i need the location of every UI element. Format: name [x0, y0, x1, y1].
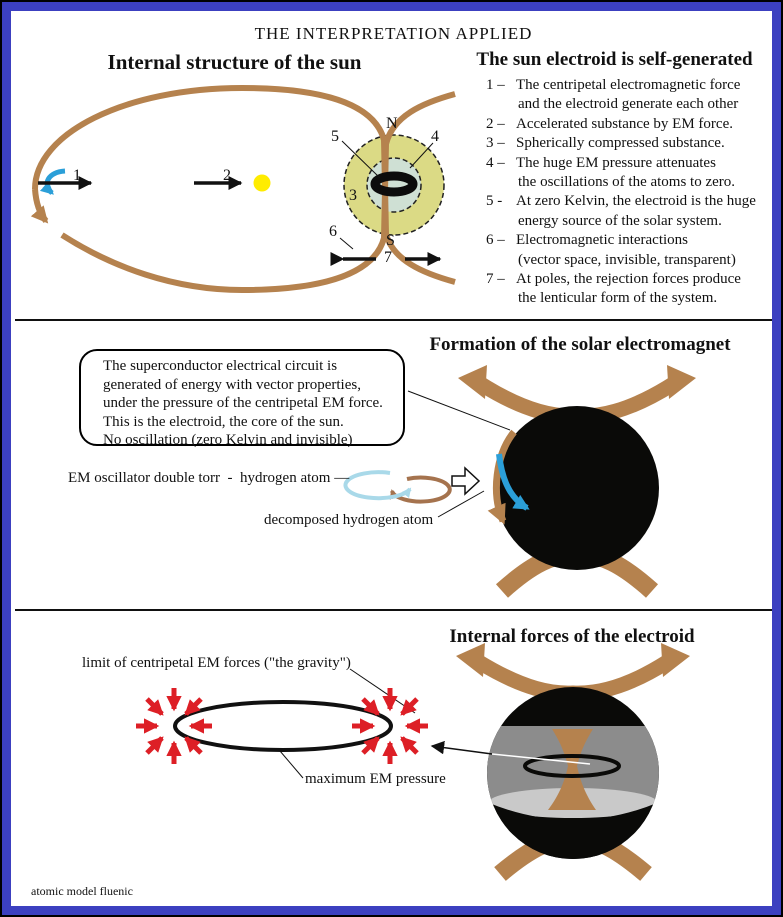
label-oscillator: EM oscillator double torr - hydrogen atom —: [68, 470, 350, 486]
list-item: [486, 76, 782, 115]
label-decomposed: decomposed hydrogen atom: [264, 512, 434, 528]
callout-line: under the pressure of the centripetal EM force.: [103, 395, 383, 412]
pressure-pointer: [280, 751, 303, 778]
list-text: At zero Kelvin, the electroid is the huge energy source of the solar system.: [516, 193, 756, 229]
label-max-pressure: maximum EM pressure: [305, 771, 446, 787]
list-text: The centripetal electromagnetic force and the electroid generate each other: [516, 77, 741, 113]
list-marker: 5 -: [486, 193, 503, 210]
list-text: Spherically compressed substance.: [516, 135, 725, 152]
electroid-cutaway-sphere: [482, 682, 664, 864]
electroid-callout-box: [79, 349, 405, 449]
list-marker: 4 –: [486, 154, 505, 171]
label-north-pole: N: [386, 115, 398, 132]
ring-link-arrow: [432, 746, 492, 754]
list-marker: 3 –: [486, 135, 505, 152]
list-item: [486, 270, 782, 309]
label-limit-forces: limit of centripetal EM forces ("the gravity"): [82, 655, 351, 671]
internal-forces-diagram: [136, 643, 690, 874]
pointer-6: [340, 238, 353, 249]
list-item: [486, 192, 782, 231]
heading-formation: Formation of the solar electromagnet: [429, 334, 731, 355]
callout-line: The superconductor electrical circuit is: [103, 358, 338, 374]
page-title: THE INTERPRETATION APPLIED: [254, 24, 533, 43]
list-marker: 6 –: [486, 232, 505, 249]
label-arrow-2: 2: [223, 167, 231, 184]
heading-self-generated: The sun electroid is self-generated: [476, 49, 753, 70]
transform-arrow-icon: [452, 468, 479, 494]
list-text: Accelerated substance by EM force.: [516, 115, 733, 132]
list-marker: 1 –: [486, 77, 505, 93]
electroid-legend-list: [486, 76, 782, 309]
list-item: [486, 115, 782, 134]
label-4: 4: [431, 128, 439, 145]
label-arrow-1: 1: [73, 167, 81, 184]
callout-line: generated of energy with vector properties,: [103, 376, 361, 393]
label-3: 3: [349, 187, 357, 204]
callout-line: No oscillation (zero Kelvin and invisible): [103, 432, 353, 449]
list-text: At poles, the rejection forces produce the lenticular form of the system.: [516, 271, 741, 307]
electroid-sphere: [495, 406, 659, 570]
label-7: 7: [384, 249, 392, 266]
swoosh-arrowhead-right: [667, 365, 696, 399]
list-item: [486, 231, 782, 270]
limit-pointer: [350, 669, 415, 713]
double-torus-icon: [345, 472, 449, 501]
swoosh-arrowhead-left: [458, 365, 487, 399]
label-south-pole: S: [386, 232, 395, 249]
list-text: The huge EM pressure attenuates the oscillations of the atoms to zero.: [516, 154, 736, 191]
label-6: 6: [329, 223, 337, 240]
label-5: 5: [331, 128, 339, 145]
list-marker: 2 –: [486, 115, 505, 132]
particle-dot: [254, 175, 271, 192]
list-text: Electromagnetic interactions (vector space, invisible, transparent): [516, 232, 736, 268]
callout-line: This is the electroid, the core of the sun.: [103, 413, 344, 430]
list-item: [486, 134, 782, 153]
footer-credit: atomic model fluenic: [31, 884, 133, 898]
list-item: [486, 154, 782, 193]
heading-internal-forces: Internal forces of the electroid: [449, 626, 695, 647]
heading-internal-structure: Internal structure of the sun: [107, 50, 362, 74]
list-marker: 7 –: [486, 271, 505, 288]
orbit-direction-arrowhead: [35, 189, 46, 221]
